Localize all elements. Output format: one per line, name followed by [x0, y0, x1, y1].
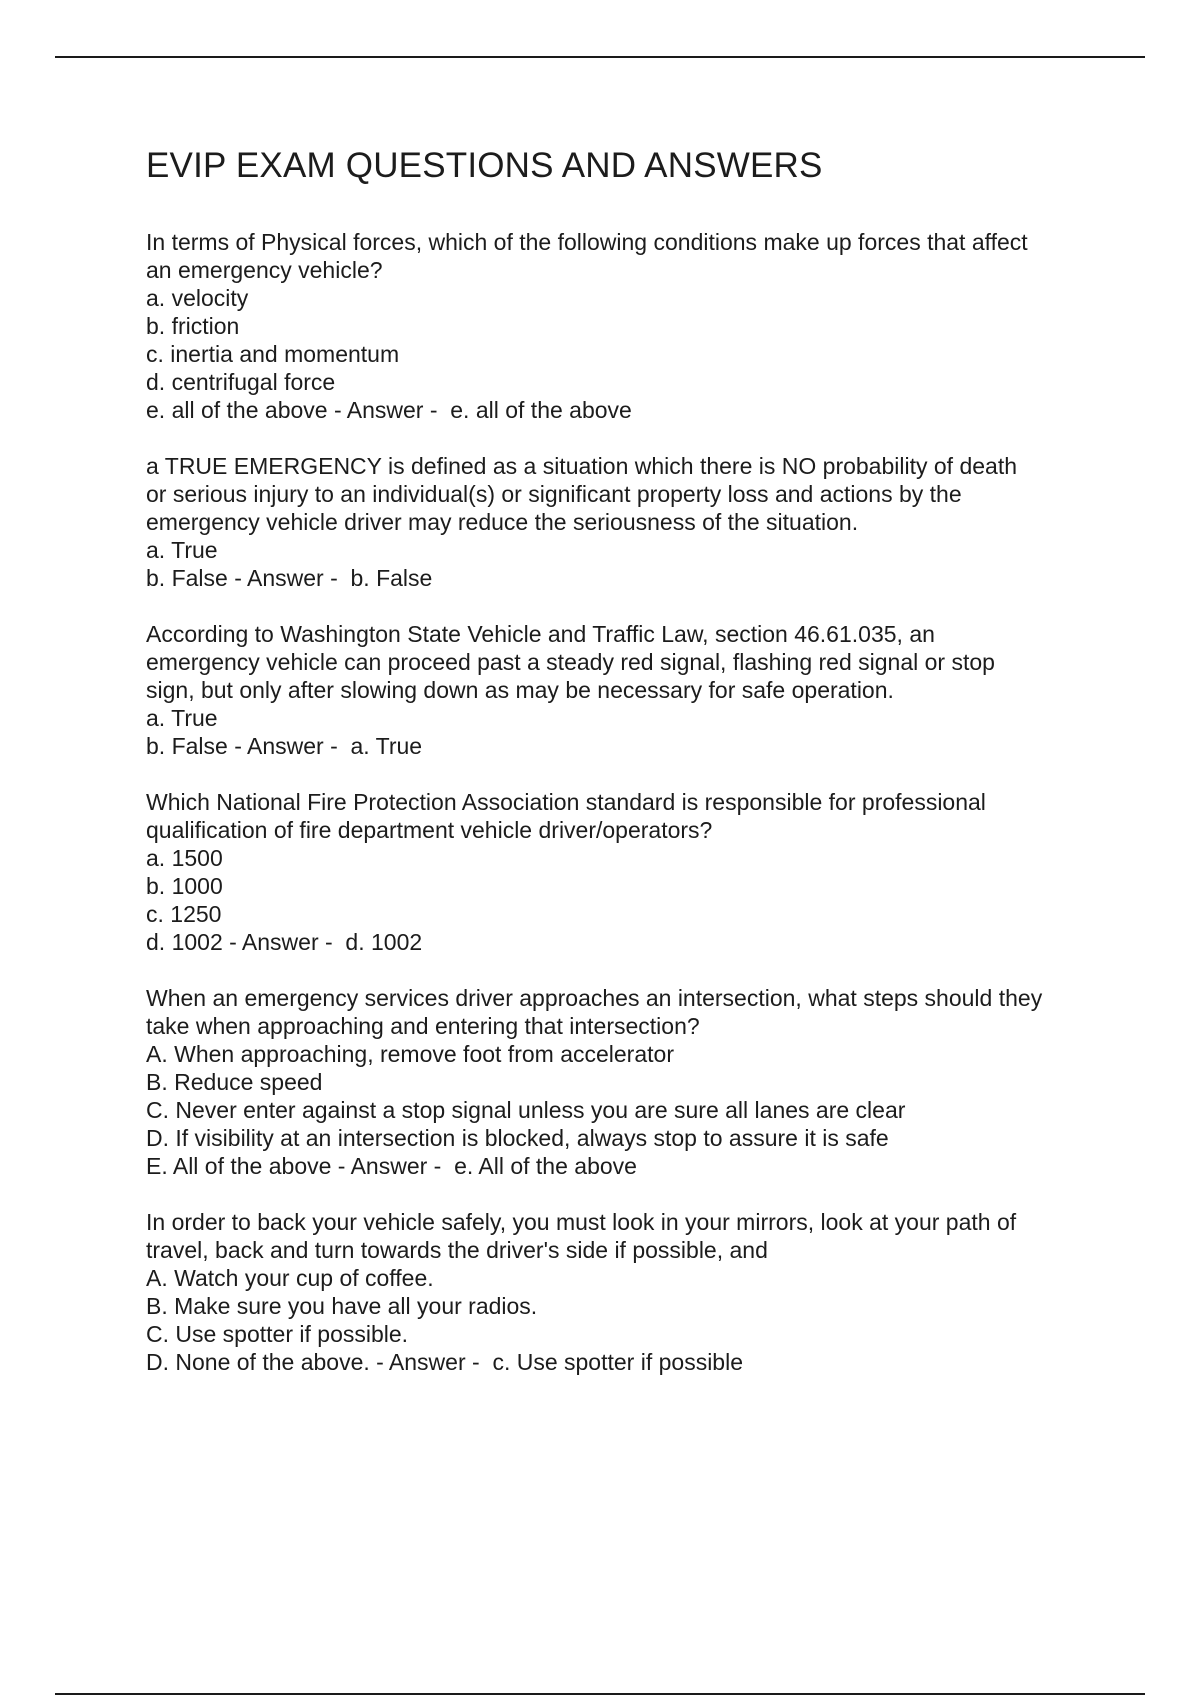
question-block: [146, 620, 1106, 760]
question-block: [146, 1208, 1106, 1376]
text-line: a TRUE EMERGENCY is defined as a situation which there is NO probability of death: [146, 453, 1018, 479]
bottom-divider: [55, 1693, 1145, 1695]
document-body: [146, 140, 1106, 1404]
option-line: D. If visibility at an intersection is blocked, always stop to assure it is safe: [146, 1125, 889, 1151]
question-text: [146, 1208, 1106, 1376]
answer-line: e. all of the above - Answer - e. all of the above: [146, 397, 632, 423]
text-line: sign, but only after slowing down as may be necessary for safe operation.: [146, 677, 894, 703]
question-block: [146, 228, 1106, 424]
option-line: a. velocity: [146, 285, 249, 311]
option-line: c. inertia and momentum: [146, 341, 400, 367]
option-line: B. Reduce speed: [146, 1069, 323, 1095]
text-line: In order to back your vehicle safely, you must look in your mirrors, look at your path of: [146, 1209, 1017, 1235]
option-line: c. 1250: [146, 901, 222, 927]
question-text: [146, 452, 1106, 592]
option-line: a. 1500: [146, 845, 223, 871]
text-line: qualification of fire department vehicle driver/operators?: [146, 817, 713, 843]
text-line: According to Washington State Vehicle and Traffic Law, section 46.61.035, an: [146, 621, 935, 647]
option-line: A. Watch your cup of coffee.: [146, 1265, 434, 1291]
text-line: or serious injury to an individual(s) or significant property loss and actions by the: [146, 481, 962, 507]
option-line: b. 1000: [146, 873, 223, 899]
text-line: emergency vehicle driver may reduce the seriousness of the situation.: [146, 509, 859, 535]
question-text: [146, 984, 1106, 1180]
text-line: emergency vehicle can proceed past a steady red signal, flashing red signal or stop: [146, 649, 995, 675]
top-divider: [55, 56, 1145, 58]
question-block: [146, 452, 1106, 592]
document-title: EVIP EXAM QUESTIONS AND ANSWERS: [146, 146, 823, 185]
text-line: Which National Fire Protection Association standard is responsible for professional: [146, 789, 986, 815]
text-line: In terms of Physical forces, which of the following conditions make up forces that affect: [146, 229, 1028, 255]
option-line: A. When approaching, remove foot from accelerator: [146, 1041, 674, 1067]
option-line: d. centrifugal force: [146, 369, 336, 395]
question-block: [146, 788, 1106, 956]
question-text: [146, 620, 1106, 760]
answer-line: D. None of the above. - Answer - c. Use spotter if possible: [146, 1349, 744, 1375]
question-block: [146, 984, 1106, 1180]
answer-line: b. False - Answer - b. False: [146, 565, 433, 591]
text-line: an emergency vehicle?: [146, 257, 383, 283]
option-line: b. friction: [146, 313, 240, 339]
option-line: C. Never enter against a stop signal unless you are sure all lanes are clear: [146, 1097, 906, 1123]
question-text: [146, 788, 1106, 956]
answer-line: d. 1002 - Answer - d. 1002: [146, 929, 423, 955]
option-line: a. True: [146, 705, 218, 731]
answer-line: E. All of the above - Answer - e. All of the above: [146, 1153, 637, 1179]
text-line: When an emergency services driver approaches an intersection, what steps should they: [146, 985, 1043, 1011]
text-line: take when approaching and entering that intersection?: [146, 1013, 700, 1039]
question-text: [146, 228, 1106, 424]
option-line: a. True: [146, 537, 218, 563]
text-line: travel, back and turn towards the driver's side if possible, and: [146, 1237, 768, 1263]
answer-line: b. False - Answer - a. True: [146, 733, 423, 759]
option-line: C. Use spotter if possible.: [146, 1321, 409, 1347]
option-line: B. Make sure you have all your radios.: [146, 1293, 538, 1319]
